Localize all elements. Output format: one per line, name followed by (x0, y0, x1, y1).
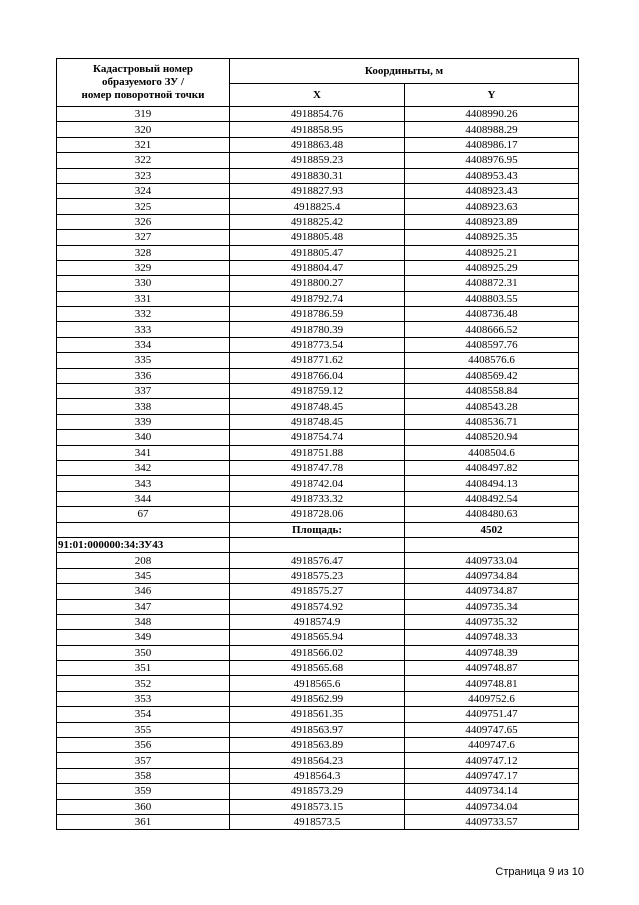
y-coordinate: 4408576.6 (405, 353, 579, 368)
x-coordinate: 4918747.78 (230, 460, 405, 475)
y-coordinate: 4408990.26 (405, 107, 579, 122)
y-coordinate: 4408536.71 (405, 414, 579, 429)
header-x: X (230, 84, 405, 107)
header-cadastral-number (57, 59, 230, 107)
x-coordinate: 4918748.45 (230, 399, 405, 414)
table-row (57, 661, 579, 676)
point-number: 338 (57, 399, 230, 414)
y-coordinate: 4408597.76 (405, 337, 579, 352)
table-row (57, 368, 579, 383)
point-number: 330 (57, 276, 230, 291)
x-coordinate: 4918805.47 (230, 245, 405, 260)
point-number: 346 (57, 584, 230, 599)
y-coordinate: 4409735.34 (405, 599, 579, 614)
x-coordinate: 4918773.54 (230, 337, 405, 352)
point-number: 349 (57, 630, 230, 645)
point-number: 208 (57, 553, 230, 568)
point-number: 347 (57, 599, 230, 614)
y-coordinate: 4408504.6 (405, 445, 579, 460)
y-coordinate: 4409747.65 (405, 722, 579, 737)
point-number: 320 (57, 122, 230, 137)
y-coordinate: 4409748.81 (405, 676, 579, 691)
point-number: 335 (57, 353, 230, 368)
y-coordinate: 4408988.29 (405, 122, 579, 137)
table-row (57, 153, 579, 168)
x-coordinate: 4918771.62 (230, 353, 405, 368)
x-coordinate: 4918766.04 (230, 368, 405, 383)
x-coordinate: 4918564.3 (230, 768, 405, 783)
table-row (57, 753, 579, 768)
point-number: 348 (57, 614, 230, 629)
table-row (57, 691, 579, 706)
y-coordinate: 4409733.04 (405, 553, 579, 568)
table-row (57, 784, 579, 799)
section-empty-cell (230, 537, 405, 552)
x-coordinate: 4918754.74 (230, 430, 405, 445)
table-row (57, 738, 579, 753)
y-coordinate: 4408923.89 (405, 214, 579, 229)
point-number: 323 (57, 168, 230, 183)
y-coordinate: 4408923.43 (405, 183, 579, 198)
point-number: 327 (57, 230, 230, 245)
header-y: Y (405, 84, 579, 107)
point-number: 334 (57, 337, 230, 352)
table-row (57, 291, 579, 306)
point-number: 360 (57, 799, 230, 814)
table-row (57, 384, 579, 399)
point-number: 352 (57, 676, 230, 691)
x-coordinate: 4918733.32 (230, 491, 405, 506)
point-number: 329 (57, 260, 230, 275)
x-coordinate: 4918565.68 (230, 661, 405, 676)
y-coordinate: 4408986.17 (405, 137, 579, 152)
point-number: 342 (57, 460, 230, 475)
table-row (57, 799, 579, 814)
table-row (57, 491, 579, 506)
point-number: 332 (57, 307, 230, 322)
x-coordinate: 4918804.47 (230, 260, 405, 275)
x-coordinate: 4918561.35 (230, 707, 405, 722)
point-number: 341 (57, 445, 230, 460)
y-coordinate: 4408923.63 (405, 199, 579, 214)
x-coordinate: 4918562.99 (230, 691, 405, 706)
y-coordinate: 4408925.21 (405, 245, 579, 260)
y-coordinate: 4408497.82 (405, 460, 579, 475)
x-coordinate: 4918800.27 (230, 276, 405, 291)
x-coordinate: 4918858.95 (230, 122, 405, 137)
x-coordinate: 4918751.88 (230, 445, 405, 460)
point-number: 344 (57, 491, 230, 506)
table-row (57, 199, 579, 214)
table-row (57, 476, 579, 491)
point-number: 355 (57, 722, 230, 737)
point-number: 357 (57, 753, 230, 768)
header-line-3: номер поворотной точки (81, 89, 205, 101)
point-number: 336 (57, 368, 230, 383)
table-row (57, 214, 579, 229)
y-coordinate: 4408666.52 (405, 322, 579, 337)
x-coordinate: 4918564.23 (230, 753, 405, 768)
point-number: 333 (57, 322, 230, 337)
x-coordinate: 4918565.94 (230, 630, 405, 645)
x-coordinate: 4918759.12 (230, 384, 405, 399)
point-number: 351 (57, 661, 230, 676)
page-number: Страница 9 из 10 (495, 866, 584, 878)
x-coordinate: 4918728.06 (230, 507, 405, 522)
y-coordinate: 4409734.04 (405, 799, 579, 814)
x-coordinate: 4918574.92 (230, 599, 405, 614)
x-coordinate: 4918566.02 (230, 645, 405, 660)
table-row (57, 307, 579, 322)
table-row (57, 553, 579, 568)
x-coordinate: 4918859.23 (230, 153, 405, 168)
y-coordinate: 4408976.95 (405, 153, 579, 168)
y-coordinate: 4409748.39 (405, 645, 579, 660)
header-coordinates: Координыты, м (230, 59, 579, 84)
y-coordinate: 4408925.35 (405, 230, 579, 245)
x-coordinate: 4918575.27 (230, 584, 405, 599)
x-coordinate: 4918786.59 (230, 307, 405, 322)
table-row (57, 276, 579, 291)
table-row (57, 507, 579, 522)
area-label: Площадь: (230, 522, 405, 537)
point-number: 359 (57, 784, 230, 799)
y-coordinate: 4408736.48 (405, 307, 579, 322)
x-coordinate: 4918827.93 (230, 183, 405, 198)
table-row (57, 245, 579, 260)
table-body-part-b (57, 553, 579, 830)
x-coordinate: 4918748.45 (230, 414, 405, 429)
point-number: 340 (57, 430, 230, 445)
x-coordinate: 4918573.15 (230, 799, 405, 814)
x-coordinate: 4918742.04 (230, 476, 405, 491)
y-coordinate: 4409747.17 (405, 768, 579, 783)
point-number: 328 (57, 245, 230, 260)
point-number: 358 (57, 768, 230, 783)
header-line-2: образуемого ЗУ / (101, 76, 185, 88)
table-row (57, 322, 579, 337)
point-number: 67 (57, 507, 230, 522)
x-coordinate: 4918576.47 (230, 553, 405, 568)
x-coordinate: 4918563.97 (230, 722, 405, 737)
y-coordinate: 4408520.94 (405, 430, 579, 445)
y-coordinate: 4408925.29 (405, 260, 579, 275)
table-row (57, 768, 579, 783)
point-number: 361 (57, 814, 230, 829)
y-coordinate: 4408480.63 (405, 507, 579, 522)
table-row (57, 122, 579, 137)
point-number: 319 (57, 107, 230, 122)
table-body-part-a (57, 107, 579, 523)
x-coordinate: 4918825.42 (230, 214, 405, 229)
y-coordinate: 4409734.14 (405, 784, 579, 799)
y-coordinate: 4409748.33 (405, 630, 579, 645)
y-coordinate: 4409747.6 (405, 738, 579, 753)
point-number: 350 (57, 645, 230, 660)
x-coordinate: 4918854.76 (230, 107, 405, 122)
table-row (57, 260, 579, 275)
y-coordinate: 4409733.57 (405, 814, 579, 829)
table-row (57, 183, 579, 198)
point-number: 324 (57, 183, 230, 198)
area-row (57, 522, 579, 537)
table-row (57, 353, 579, 368)
table-row (57, 707, 579, 722)
x-coordinate: 4918563.89 (230, 738, 405, 753)
area-value: 4502 (405, 522, 579, 537)
x-coordinate: 4918573.5 (230, 814, 405, 829)
table-row (57, 645, 579, 660)
point-number: 345 (57, 568, 230, 583)
x-coordinate: 4918805.48 (230, 230, 405, 245)
y-coordinate: 4409751.47 (405, 707, 579, 722)
y-coordinate: 4408492.54 (405, 491, 579, 506)
table-row (57, 568, 579, 583)
table-row (57, 676, 579, 691)
x-coordinate: 4918780.39 (230, 322, 405, 337)
y-coordinate: 4409734.84 (405, 568, 579, 583)
point-number: 322 (57, 153, 230, 168)
table-row (57, 814, 579, 829)
x-coordinate: 4918575.23 (230, 568, 405, 583)
point-number: 331 (57, 291, 230, 306)
y-coordinate: 4408558.84 (405, 384, 579, 399)
point-number: 326 (57, 214, 230, 229)
point-number: 339 (57, 414, 230, 429)
x-coordinate: 4918863.48 (230, 137, 405, 152)
y-coordinate: 4409747.12 (405, 753, 579, 768)
x-coordinate: 4918792.74 (230, 291, 405, 306)
table-row (57, 337, 579, 352)
point-number: 325 (57, 199, 230, 214)
header-line-1: Кадастровый номер (93, 63, 193, 75)
y-coordinate: 4409734.87 (405, 584, 579, 599)
x-coordinate: 4918565.6 (230, 676, 405, 691)
y-coordinate: 4408953.43 (405, 168, 579, 183)
table-row (57, 168, 579, 183)
y-coordinate: 4409748.87 (405, 661, 579, 676)
section-row (57, 537, 579, 552)
coordinates-table (56, 58, 579, 830)
point-number: 321 (57, 137, 230, 152)
point-number: 356 (57, 738, 230, 753)
y-coordinate: 4409735.32 (405, 614, 579, 629)
table-row (57, 107, 579, 122)
point-number: 354 (57, 707, 230, 722)
section-empty-cell (405, 537, 579, 552)
table-row (57, 445, 579, 460)
table-row (57, 584, 579, 599)
table-row (57, 137, 579, 152)
point-number: 337 (57, 384, 230, 399)
table-row (57, 460, 579, 475)
table-row (57, 614, 579, 629)
area-section (57, 522, 579, 553)
y-coordinate: 4408872.31 (405, 276, 579, 291)
y-coordinate: 4408569.42 (405, 368, 579, 383)
table-row (57, 230, 579, 245)
point-number: 353 (57, 691, 230, 706)
point-number: 343 (57, 476, 230, 491)
table-row (57, 722, 579, 737)
y-coordinate: 4408494.13 (405, 476, 579, 491)
x-coordinate: 4918825.4 (230, 199, 405, 214)
y-coordinate: 4408543.28 (405, 399, 579, 414)
table-row (57, 430, 579, 445)
area-empty-cell (57, 522, 230, 537)
table-row (57, 599, 579, 614)
table-row (57, 630, 579, 645)
table-row (57, 399, 579, 414)
y-coordinate: 4408803.55 (405, 291, 579, 306)
x-coordinate: 4918574.9 (230, 614, 405, 629)
section-cadastral-number: 91:01:000000:34:ЗУ43 (57, 537, 230, 552)
x-coordinate: 4918573.29 (230, 784, 405, 799)
y-coordinate: 4409752.6 (405, 691, 579, 706)
x-coordinate: 4918830.31 (230, 168, 405, 183)
table-row (57, 414, 579, 429)
